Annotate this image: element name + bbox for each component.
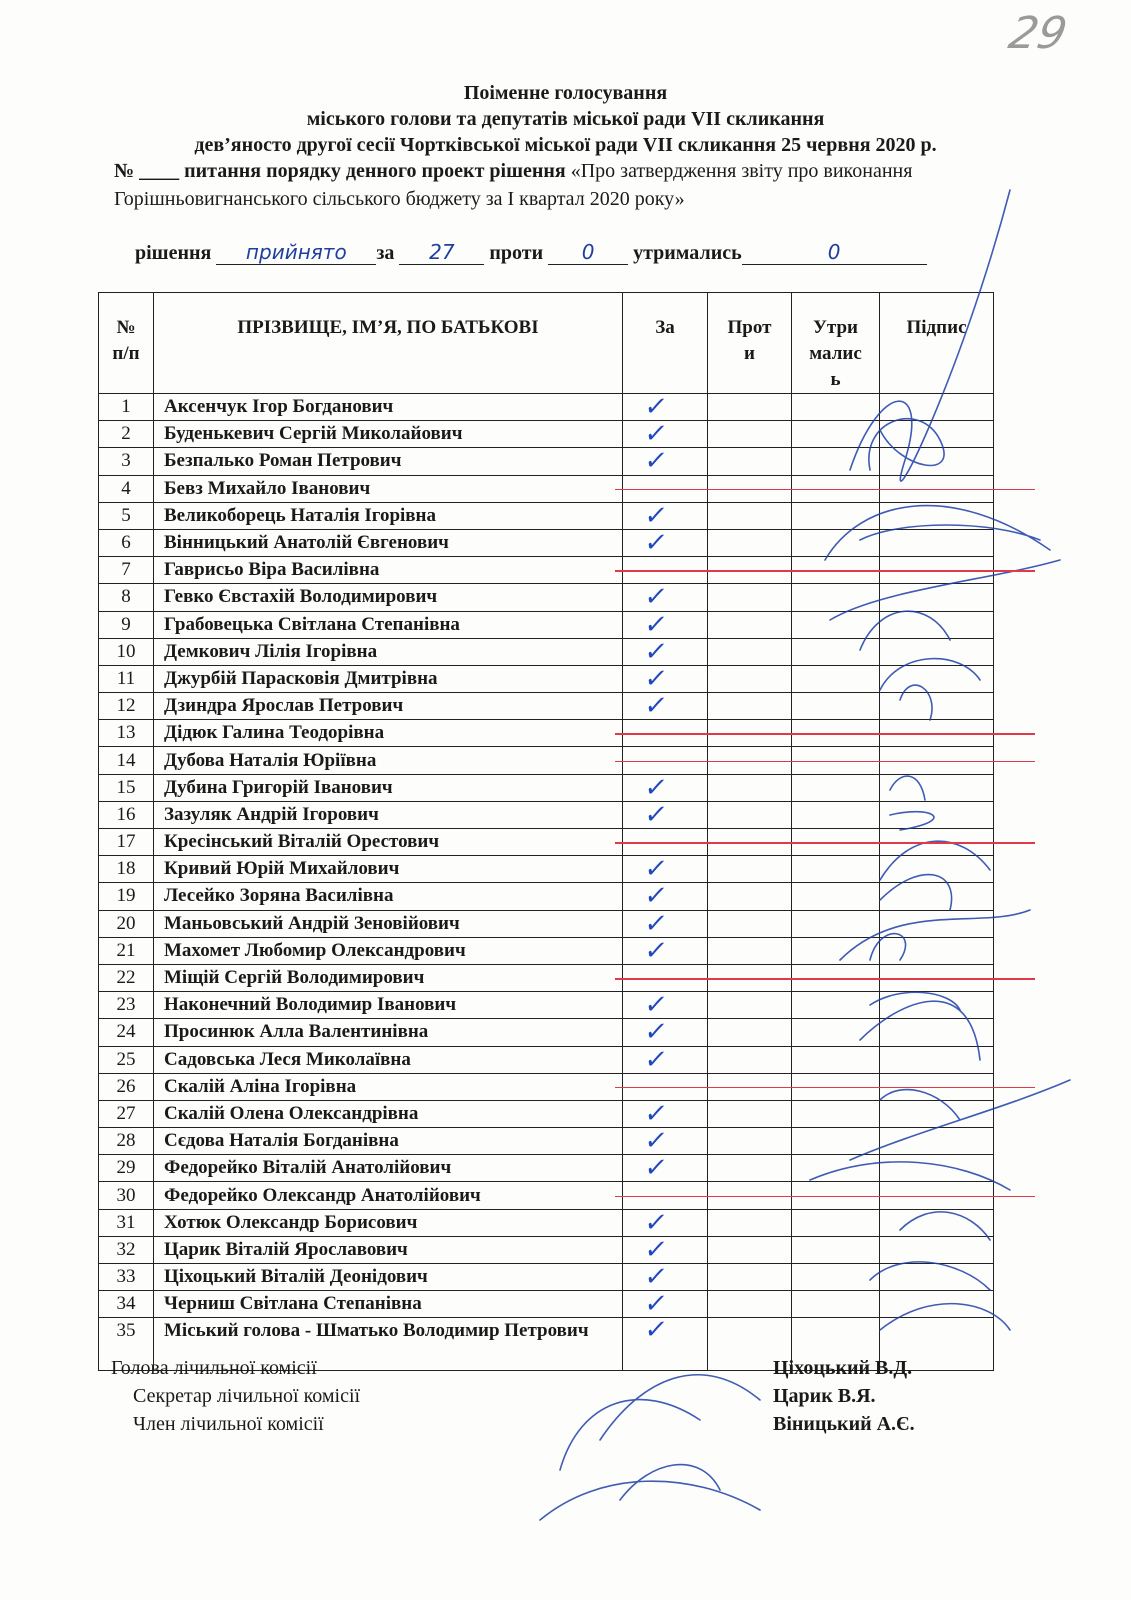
vote-against-cell: [708, 1209, 792, 1236]
deputy-name: Царик Віталій Ярославович: [154, 1236, 623, 1263]
deputy-name: Дубина Григорій Іванович: [154, 774, 623, 801]
deputy-name: Аксенчук Ігор Богданович: [154, 394, 623, 421]
vote-abstain-cell: [792, 1046, 880, 1073]
for-label: за: [376, 242, 395, 264]
member-name: Віницький А.Є.: [773, 1413, 915, 1435]
vote-check-mark: ✓: [642, 419, 670, 450]
deputy-name: Міщій Сергій Володимирович: [154, 964, 623, 991]
vote-table: [98, 292, 994, 1371]
deputy-name: Дідюк Галина Теодорівна: [154, 720, 623, 747]
secretary-label: Секретар лічильної комісії: [133, 1385, 361, 1407]
row-number: 2: [99, 421, 154, 448]
col-header-against: Прот и: [708, 293, 792, 394]
vote-abstain-cell: [792, 774, 880, 801]
deputy-name: Махомет Любомир Олександрович: [154, 937, 623, 964]
vote-against-cell: [708, 801, 792, 828]
signature-cell: [880, 1155, 994, 1182]
vote-for-cell: [623, 638, 708, 665]
row-number: 31: [99, 1209, 154, 1236]
vote-against-cell: [708, 502, 792, 529]
table-row: [99, 394, 994, 421]
table-row: [99, 638, 994, 665]
vote-check-mark: ✓: [642, 1207, 670, 1238]
table-row: [99, 774, 994, 801]
absent-strike-line: [615, 1196, 1035, 1198]
row-number: 10: [99, 638, 154, 665]
deputy-name: Джурбій Парасковія Дмитрівна: [154, 665, 623, 692]
deputy-name: Безпалько Роман Петрович: [154, 448, 623, 475]
signature-cell: [880, 937, 994, 964]
vote-for-cell: [623, 992, 708, 1019]
header-line-1: Поіменне голосування: [463, 82, 668, 104]
row-number: 18: [99, 856, 154, 883]
against-label: проти: [489, 242, 544, 264]
signature-cell: [880, 665, 994, 692]
vote-abstain-cell: [792, 421, 880, 448]
vote-against-cell: [708, 910, 792, 937]
for-count: 27: [399, 240, 484, 265]
vote-for-cell: [623, 584, 708, 611]
vote-check-mark: ✓: [642, 691, 670, 722]
vote-for-cell: [623, 774, 708, 801]
row-number: 11: [99, 665, 154, 692]
row-number: 34: [99, 1291, 154, 1318]
vote-abstain-cell: [792, 1100, 880, 1127]
col-header-abstain: Утри малис ь: [792, 293, 880, 394]
document-header: [0, 80, 1131, 158]
vote-against-cell: [708, 774, 792, 801]
vote-abstain-cell: [792, 1209, 880, 1236]
table-row: [99, 448, 994, 475]
deputy-name: Гаврисьо Віра Василівна: [154, 557, 623, 584]
vote-abstain-cell: [792, 856, 880, 883]
deputy-name: Ціхоцький Віталій Деонідович: [154, 1264, 623, 1291]
table-row: [99, 1291, 994, 1318]
signature-cell: [880, 801, 994, 828]
vote-check-mark: ✓: [642, 990, 670, 1021]
vote-for-cell: [623, 1315, 708, 1371]
vote-abstain-cell: [792, 529, 880, 556]
member-label: Член лічильної комісії: [133, 1413, 324, 1435]
signature-cell: [880, 611, 994, 638]
abstain-count: 0: [742, 240, 927, 265]
row-number: 14: [99, 747, 154, 774]
row-number: 13: [99, 720, 154, 747]
signature-cell: [880, 529, 994, 556]
vote-abstain-cell: [792, 992, 880, 1019]
vote-abstain-cell: [792, 1291, 880, 1318]
table-row: [99, 584, 994, 611]
vote-against-cell: [708, 1100, 792, 1127]
table-row: [99, 502, 994, 529]
table-row: [99, 1264, 994, 1291]
vote-for-cell: [623, 856, 708, 883]
header-line-3: дев’яносто другої сесії Чортківської міської ради VII скликання 25 червня 2020 р.: [194, 134, 937, 156]
vote-for-cell: [623, 1209, 708, 1236]
vote-for-cell: [623, 1291, 708, 1318]
vote-check-mark: ✓: [642, 527, 670, 558]
table-row: [99, 992, 994, 1019]
absent-strike-line: [615, 842, 1035, 844]
vote-abstain-cell: [792, 448, 880, 475]
vote-check-mark: ✓: [642, 663, 670, 694]
deputy-name: Бевз Михайло Іванович: [154, 475, 623, 502]
vote-for-cell: [623, 937, 708, 964]
subject-title: «Про затвердження звіту про виконання Горішньовигнанського сільського бюджету за І квартал 2020 року»: [114, 160, 913, 210]
signature-cell: [880, 1264, 994, 1291]
row-number: 16: [99, 801, 154, 828]
table-row: [99, 611, 994, 638]
vote-check-mark: ✓: [642, 1126, 670, 1157]
vote-against-cell: [708, 638, 792, 665]
row-number: 23: [99, 992, 154, 1019]
table-row: [99, 883, 994, 910]
row-number: 3: [99, 448, 154, 475]
vote-against-cell: [708, 1264, 792, 1291]
row-number: 26: [99, 1073, 154, 1100]
signature-cell: [880, 1019, 994, 1046]
vote-abstain-cell: [792, 665, 880, 692]
vote-check-mark: ✓: [642, 1017, 670, 1048]
vote-abstain-cell: [792, 1236, 880, 1263]
vote-check-mark: ✓: [642, 636, 670, 667]
vote-abstain-cell: [792, 502, 880, 529]
col-header-num: № п/п: [99, 293, 154, 394]
absent-strike-line: [615, 733, 1035, 735]
vote-check-mark: ✓: [642, 799, 670, 830]
header-line-2: міського голови та депутатів міської ради VII скликання: [306, 108, 825, 130]
deputy-name: Маньовський Андрій Зеновійович: [154, 910, 623, 937]
vote-check-mark: ✓: [642, 609, 670, 640]
vote-abstain-cell: [792, 1264, 880, 1291]
table-row: [99, 801, 994, 828]
vote-check-mark: ✓: [642, 881, 670, 912]
row-number: 7: [99, 557, 154, 584]
row-number: 21: [99, 937, 154, 964]
row-number: 6: [99, 529, 154, 556]
signature-cell: [880, 502, 994, 529]
vote-check-mark: ✓: [642, 1098, 670, 1129]
chair-label: Голова лічильної комісії: [111, 1357, 317, 1379]
signature-cell: [880, 1209, 994, 1236]
signature-cell: [880, 1046, 994, 1073]
deputy-name: Буденькевич Сергій Миколайович: [154, 421, 623, 448]
vote-check-mark: ✓: [642, 1262, 670, 1292]
vote-abstain-cell: [792, 638, 880, 665]
row-number: 15: [99, 774, 154, 801]
row-number: 22: [99, 964, 154, 991]
vote-check-mark: ✓: [642, 935, 670, 966]
deputy-name: Хотюк Олександр Борисович: [154, 1209, 623, 1236]
vote-against-cell: [708, 448, 792, 475]
vote-against-cell: [708, 394, 792, 421]
vote-against-cell: [708, 1128, 792, 1155]
absent-strike-line: [615, 489, 1035, 491]
absent-strike-line: [615, 978, 1035, 980]
vote-for-cell: [623, 665, 708, 692]
vote-check-mark: ✓: [642, 1234, 670, 1265]
vote-abstain-cell: [792, 1128, 880, 1155]
row-number: 33: [99, 1264, 154, 1291]
vote-abstain-cell: [792, 910, 880, 937]
vote-for-cell: [623, 611, 708, 638]
signature-cell: [880, 856, 994, 883]
agenda-subject: [114, 157, 1074, 213]
table-row: [99, 665, 994, 692]
vote-against-cell: [708, 992, 792, 1019]
vote-against-cell: [708, 1046, 792, 1073]
table-row: [99, 937, 994, 964]
signature-cell: [880, 421, 994, 448]
vote-abstain-cell: [792, 801, 880, 828]
table-row: [99, 529, 994, 556]
deputy-name: Сєдова Наталія Богданівна: [154, 1128, 623, 1155]
signature-cell: [880, 1236, 994, 1263]
deputy-name: Міський голова - Шматько Володимир Петрович: [154, 1318, 623, 1371]
vote-for-cell: [623, 502, 708, 529]
vote-table-body: [99, 394, 994, 1371]
row-number: 27: [99, 1100, 154, 1127]
signature-cell: [880, 1128, 994, 1155]
vote-abstain-cell: [792, 611, 880, 638]
vote-check-mark: ✓: [642, 392, 670, 422]
vote-against-cell: [708, 937, 792, 964]
deputy-name: Грабовецька Світлана Степанівна: [154, 611, 623, 638]
col-header-name: ПРІЗВИЩЕ, ІМ’Я, ПО БАТЬКОВІ: [154, 293, 623, 394]
vote-against-cell: [708, 665, 792, 692]
vote-against-cell: [708, 856, 792, 883]
vote-for-cell: [623, 1100, 708, 1127]
row-number: 29: [99, 1155, 154, 1182]
vote-for-cell: [623, 883, 708, 910]
deputy-name: Дубова Наталія Юріївна: [154, 747, 623, 774]
signature-cell: [880, 910, 994, 937]
deputy-name: Садовська Леся Миколаївна: [154, 1046, 623, 1073]
commission-labels: [111, 1354, 360, 1438]
row-number: 8: [99, 584, 154, 611]
row-number: 30: [99, 1182, 154, 1209]
vote-check-mark: ✓: [642, 582, 670, 613]
abstain-label: утримались: [633, 242, 742, 264]
row-number: 12: [99, 693, 154, 720]
signature-cell: [880, 693, 994, 720]
table-row: [99, 856, 994, 883]
table-row: [99, 1236, 994, 1263]
vote-abstain-cell: [792, 883, 880, 910]
subject-prefix: № ____ питання порядку денного проект рішення: [114, 160, 571, 182]
table-row: [99, 1128, 994, 1155]
vote-check-mark: ✓: [642, 1289, 670, 1320]
vote-against-cell: [708, 1155, 792, 1182]
vote-abstain-cell: [792, 1019, 880, 1046]
vote-for-cell: [623, 693, 708, 720]
signature-cell: [880, 638, 994, 665]
vote-check-mark: ✓: [642, 446, 670, 477]
page-number: 29: [1004, 8, 1072, 59]
vote-abstain-cell: [792, 1155, 880, 1182]
signature-cell: [880, 448, 994, 475]
deputy-name: Скалій Олена Олександрівна: [154, 1100, 623, 1127]
vote-check-mark: ✓: [642, 1315, 670, 1346]
vote-against-cell: [708, 421, 792, 448]
deputy-name: Федорейко Віталій Анатолійович: [154, 1155, 623, 1182]
chair-name: Ціхоцький В.Д.: [773, 1357, 913, 1379]
deputy-name: Федорейко Олександр Анатолійович: [154, 1182, 623, 1209]
vote-for-cell: [623, 421, 708, 448]
deputy-name: Гевко Євстахій Володимирович: [154, 584, 623, 611]
signature-cell: [880, 774, 994, 801]
deputy-name: Кривий Юрій Михайлович: [154, 856, 623, 883]
row-number: 25: [99, 1046, 154, 1073]
vote-against-cell: [708, 611, 792, 638]
vote-abstain-cell: [792, 937, 880, 964]
table-row: [99, 421, 994, 448]
table-row: [99, 693, 994, 720]
against-count: 0: [548, 240, 628, 265]
vote-abstain-cell: [792, 394, 880, 421]
vote-against-cell: [708, 693, 792, 720]
vote-check-mark: ✓: [642, 854, 670, 885]
deputy-name: Вінницький Анатолій Євгенович: [154, 529, 623, 556]
vote-for-cell: [623, 1155, 708, 1182]
row-number: 28: [99, 1128, 154, 1155]
vote-check-mark: ✓: [642, 1153, 670, 1184]
vote-against-cell: [708, 883, 792, 910]
vote-for-cell: [623, 801, 708, 828]
row-number: 4: [99, 475, 154, 502]
vote-for-cell: [623, 394, 708, 421]
deputy-name: Лесейко Зоряна Василівна: [154, 883, 623, 910]
table-row: [99, 1046, 994, 1073]
signature-cell: [880, 1291, 994, 1318]
signature-cell: [880, 584, 994, 611]
vote-check-mark: ✓: [642, 500, 670, 531]
signature-cell: [880, 1100, 994, 1127]
row-number: 24: [99, 1019, 154, 1046]
absent-strike-line: [615, 761, 1035, 763]
row-number: 35: [99, 1318, 154, 1371]
vote-check-mark: ✓: [642, 772, 670, 803]
absent-strike-line: [615, 1087, 1035, 1089]
decision-line: [135, 240, 927, 265]
deputy-name: Дзиндра Ярослав Петрович: [154, 693, 623, 720]
vote-for-cell: [623, 448, 708, 475]
vote-abstain-cell: [792, 693, 880, 720]
col-header-signature: Підпис: [880, 293, 994, 394]
decision-label: рішення: [135, 242, 212, 264]
col-header-for: За: [623, 293, 708, 394]
table-row: [99, 1209, 994, 1236]
signature-cell: [880, 883, 994, 910]
commission-names: [773, 1354, 915, 1438]
vote-for-cell: [623, 1236, 708, 1263]
vote-check-mark: ✓: [642, 1044, 670, 1075]
deputy-name: Просинюк Алла Валентинівна: [154, 1019, 623, 1046]
absent-strike-line: [615, 570, 1035, 572]
vote-against-cell: [708, 1291, 792, 1318]
vote-for-cell: [623, 529, 708, 556]
signature-cell: [880, 992, 994, 1019]
vote-against-cell: [708, 1236, 792, 1263]
decision-result: прийнято: [216, 240, 376, 265]
row-number: 19: [99, 883, 154, 910]
table-row: [99, 1019, 994, 1046]
deputy-name: Наконечний Володимир Іванович: [154, 992, 623, 1019]
vote-for-cell: [623, 1046, 708, 1073]
secretary-name: Царик В.Я.: [773, 1385, 876, 1407]
row-number: 17: [99, 829, 154, 856]
row-number: 32: [99, 1236, 154, 1263]
deputy-name: Зазуляк Андрій Ігорович: [154, 801, 623, 828]
vote-for-cell: [623, 1128, 708, 1155]
row-number: 5: [99, 502, 154, 529]
row-number: 1: [99, 394, 154, 421]
deputy-name: Черниш Світлана Степанівна: [154, 1291, 623, 1318]
deputy-name: Кресінський Віталій Орестович: [154, 829, 623, 856]
signature-cell: [880, 394, 994, 421]
table-row: [99, 1155, 994, 1182]
vote-for-cell: [623, 1019, 708, 1046]
vote-against-cell: [708, 529, 792, 556]
table-row: [99, 910, 994, 937]
vote-for-cell: [623, 1264, 708, 1291]
vote-against-cell: [708, 1019, 792, 1046]
vote-abstain-cell: [792, 584, 880, 611]
deputy-name: Демкович Лілія Ігорівна: [154, 638, 623, 665]
deputy-name: Великоборець Наталія Ігорівна: [154, 502, 623, 529]
vote-against-cell: [708, 584, 792, 611]
deputy-name: Скалій Аліна Ігорівна: [154, 1073, 623, 1100]
table-row: [99, 1100, 994, 1127]
row-number: 20: [99, 910, 154, 937]
vote-for-cell: [623, 910, 708, 937]
row-number: 9: [99, 611, 154, 638]
vote-check-mark: ✓: [642, 908, 670, 939]
